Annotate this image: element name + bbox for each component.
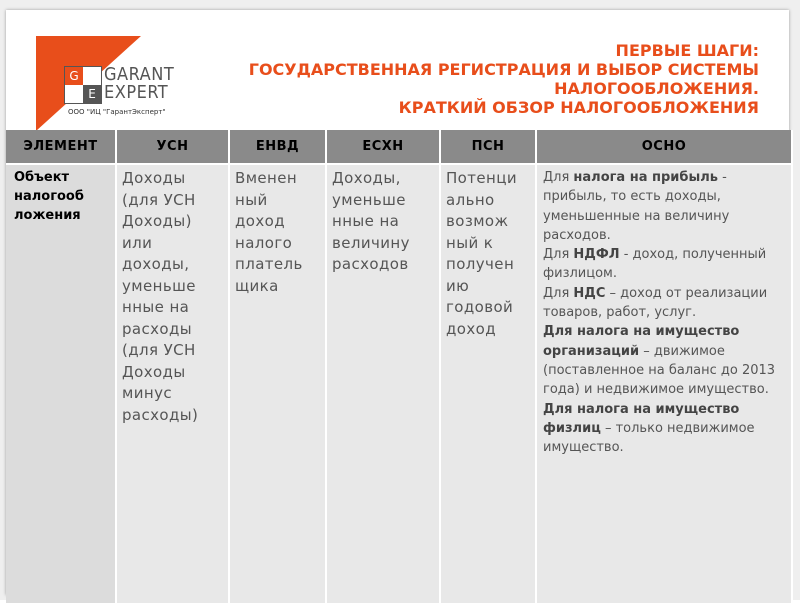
logo-line1: GARANT [104, 64, 175, 85]
cell-usn: Доходы (для УСН Доходы) или доходы, уменьше нные на расходы (для УСН Доходы минус расходы) [116, 164, 229, 603]
header-eshn: ЕСХН [326, 130, 440, 164]
title-line2: ГОСУДАРСТВЕННАЯ РЕГИСТРАЦИЯ И ВЫБОР СИСТЕМЫ [248, 60, 759, 79]
logo-letter-g: G [65, 67, 83, 85]
osno-p3-rest: – доход от реализации товаров, работ, услуг. [543, 285, 768, 321]
logo-letter-e: E [83, 85, 101, 103]
header-psn: ПСН [440, 130, 536, 164]
cell-element: Объект налогооб ложения [6, 164, 116, 603]
title-line3: НАЛОГООБЛОЖЕНИЯ. [554, 79, 759, 98]
cell-osno [536, 164, 792, 603]
cell-envd: Вменен ный доход налого платель щика [229, 164, 326, 603]
logo-mark [64, 66, 102, 104]
slide-title [119, 41, 759, 117]
osno-p1-rest: - прибыль, то есть доходы, уменьшенные на величину расходов. [543, 170, 730, 243]
osno-p3-prefix: Для [543, 285, 574, 301]
osno-p2-bold: НДФЛ [573, 247, 620, 263]
title-line1: ПЕРВЫЕ ШАГИ: [615, 41, 759, 60]
osno-p2-prefix: Для [543, 247, 574, 263]
table-header-row [6, 130, 792, 164]
header-usn: УСН [116, 130, 229, 164]
header-osno: ОСНО [536, 130, 792, 164]
tax-comparison-table [6, 130, 793, 603]
title-line4: КРАТКИЙ ОБЗОР НАЛОГООБЛОЖЕНИЯ [398, 98, 759, 117]
cell-psn: Потенци ально возмож ный к получен ию годовой доход [440, 164, 536, 603]
osno-p1-prefix: Для [543, 170, 574, 185]
header-envd: ЕНВД [229, 130, 326, 164]
logo-subtitle: ООО "ИЦ "ГарантЭксперт" [68, 108, 166, 116]
osno-p4-rest: – движимое (поставленное на баланс до 2013 года) и недвижимое имущество. [543, 343, 776, 398]
osno-p3-bold: НДС [573, 285, 606, 301]
logo-line2: EXPERT [104, 82, 169, 103]
table-row [6, 164, 792, 603]
header-element: ЭЛЕМЕНТ [6, 130, 116, 164]
osno-p5-bold: Для налога на имущество физлиц [543, 401, 740, 436]
osno-p4-bold: Для налога на имущество организаций [543, 324, 740, 359]
osno-p2-rest: - доход, полученный физлицом. [543, 247, 767, 282]
slide-card [6, 10, 789, 595]
osno-p1-bold: налога на прибыль [573, 170, 718, 185]
cell-eshn: Доходы, уменьше нные на величину расходов [326, 164, 440, 603]
osno-p5-rest: – только недвижимое имущество. [543, 420, 755, 456]
